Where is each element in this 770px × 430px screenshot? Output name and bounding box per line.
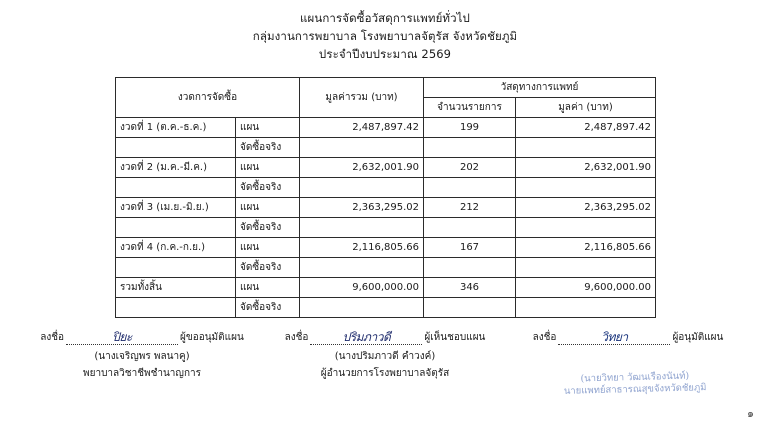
handwritten-signature: วิทยา [601, 330, 628, 344]
table-row-total [116, 278, 656, 298]
signature-dots [558, 332, 670, 345]
cell-period [116, 218, 236, 238]
cell-qty [424, 258, 516, 278]
cell-qty: 346 [424, 278, 516, 298]
cell-value: 9,600,000.00 [516, 278, 656, 298]
sign-suffix-1: ผู้ขออนุมัติแผน [180, 332, 244, 343]
cell-plan: จัดซื้อจริง [236, 138, 300, 158]
cell-total [300, 178, 424, 198]
cell-value: 2,116,805.66 [516, 238, 656, 258]
handwritten-signature: ปิยะ [112, 330, 132, 344]
cell-plan: จัดซื้อจริง [236, 218, 300, 238]
procurement-table-wrapper [115, 77, 655, 318]
cell-qty: 199 [424, 118, 516, 138]
cell-value: 2,363,295.02 [516, 198, 656, 218]
cell-period: งวดที่ 1 (ต.ค.-ธ.ค.) [116, 118, 236, 138]
stamp-role: นายแพทย์สาธารณสุขจังหวัดชัยภูมิ [563, 382, 707, 397]
cell-plan: จัดซื้อจริง [236, 258, 300, 278]
cell-period [116, 138, 236, 158]
sign-prefix-3: ลงชื่อ [532, 332, 557, 343]
cell-total [300, 218, 424, 238]
signature-line [512, 330, 744, 345]
cell-period: งวดที่ 4 (ก.ค.-ก.ย.) [116, 238, 236, 258]
cell-value [516, 178, 656, 198]
table-row [116, 118, 656, 138]
title-line-1: แผนการจัดซื้อวัสดุการแพทย์ทั่วไป [300, 11, 470, 25]
sign-prefix-2: ลงชื่อ [284, 332, 309, 343]
cell-period [116, 298, 236, 318]
document-title-block [0, 10, 770, 63]
cell-qty [424, 138, 516, 158]
table-row [116, 258, 656, 278]
cell-total [300, 138, 424, 158]
signature-line [269, 330, 501, 345]
header-qty-items: จำนวนรายการ [424, 98, 516, 118]
cell-total [300, 258, 424, 278]
cell-plan: จัดซื้อจริง [236, 178, 300, 198]
cell-plan: แผน [236, 238, 300, 258]
header-total-value: มูลค่ารวม (บาท) [300, 78, 424, 118]
table-body [116, 118, 656, 318]
cell-value: 2,632,001.90 [516, 158, 656, 178]
sign-suffix-2: ผู้เห็นชอบแผน [424, 332, 486, 343]
table-row [116, 198, 656, 218]
procurement-table [115, 77, 656, 318]
cell-total: 2,363,295.02 [300, 198, 424, 218]
signer-name: (นางปริมภาวดี คำวงค์) [334, 351, 436, 362]
cell-plan: แผน [236, 118, 300, 138]
cell-period [116, 178, 236, 198]
table-row [116, 238, 656, 258]
cell-value [516, 218, 656, 238]
cell-qty [424, 178, 516, 198]
header-period: งวดการจัดซื้อ [116, 78, 300, 118]
signer-stamp [530, 369, 741, 398]
cell-period: รวมทั้งสิ้น [116, 278, 236, 298]
table-row [116, 138, 656, 158]
signer-name: (นางเจริญพร พลนาคู) [94, 351, 190, 362]
cell-total: 2,116,805.66 [300, 238, 424, 258]
cell-total: 9,600,000.00 [300, 278, 424, 298]
cell-period [116, 258, 236, 278]
cell-qty: 202 [424, 158, 516, 178]
table-row [116, 158, 656, 178]
signer-role: ผู้อำนวยการโรงพยาบาลจัตุรัส [320, 368, 450, 379]
signature-dots [310, 332, 422, 345]
cell-value: 2,487,897.42 [516, 118, 656, 138]
title-line-2: กลุ่มงานการพยาบาล โรงพยาบาลจัตุรัส จังหวัดชัยภูมิ [252, 28, 518, 43]
signature-block-requester [26, 330, 258, 381]
cell-total [300, 298, 424, 318]
cell-qty: 167 [424, 238, 516, 258]
cell-total: 2,487,897.42 [300, 118, 424, 138]
table-header-row-1 [116, 78, 656, 98]
cell-value [516, 298, 656, 318]
sign-suffix-3: ผู้อนุมัติแผน [672, 332, 724, 343]
cell-plan: แผน [236, 198, 300, 218]
cell-total: 2,632,001.90 [300, 158, 424, 178]
sign-prefix-1: ลงชื่อ [40, 332, 65, 343]
title-line-3: ประจำปีงบประมาณ 2569 [318, 46, 452, 61]
table-row [116, 218, 656, 238]
cell-period: งวดที่ 3 (เม.ย.-มิ.ย.) [116, 198, 236, 218]
page-corner-mark: ๑ [747, 407, 754, 420]
signature-block-authorizer [512, 330, 744, 397]
cell-plan: จัดซื้อจริง [236, 298, 300, 318]
stamp-name: (นายวิทยา วัฒนเรืองนันท์) [580, 370, 690, 385]
cell-qty [424, 298, 516, 318]
table-row [116, 178, 656, 198]
signature-block-approver [269, 330, 501, 381]
table-row [116, 298, 656, 318]
signature-row [0, 330, 770, 397]
cell-period: งวดที่ 2 (ม.ค.-มี.ค.) [116, 158, 236, 178]
cell-plan: แผน [236, 158, 300, 178]
signer-role: พยาบาลวิชาชีพชำนาญการ [83, 368, 201, 379]
signature-dots [66, 332, 178, 345]
cell-qty: 212 [424, 198, 516, 218]
header-value-baht: มูลค่า (บาท) [516, 98, 656, 118]
cell-value [516, 258, 656, 278]
cell-plan: แผน [236, 278, 300, 298]
signature-line [26, 330, 258, 345]
cell-value [516, 138, 656, 158]
handwritten-signature: ปริมภาวดี [342, 330, 391, 344]
header-medical-group: วัสดุทางการแพทย์ [424, 78, 656, 98]
cell-qty [424, 218, 516, 238]
